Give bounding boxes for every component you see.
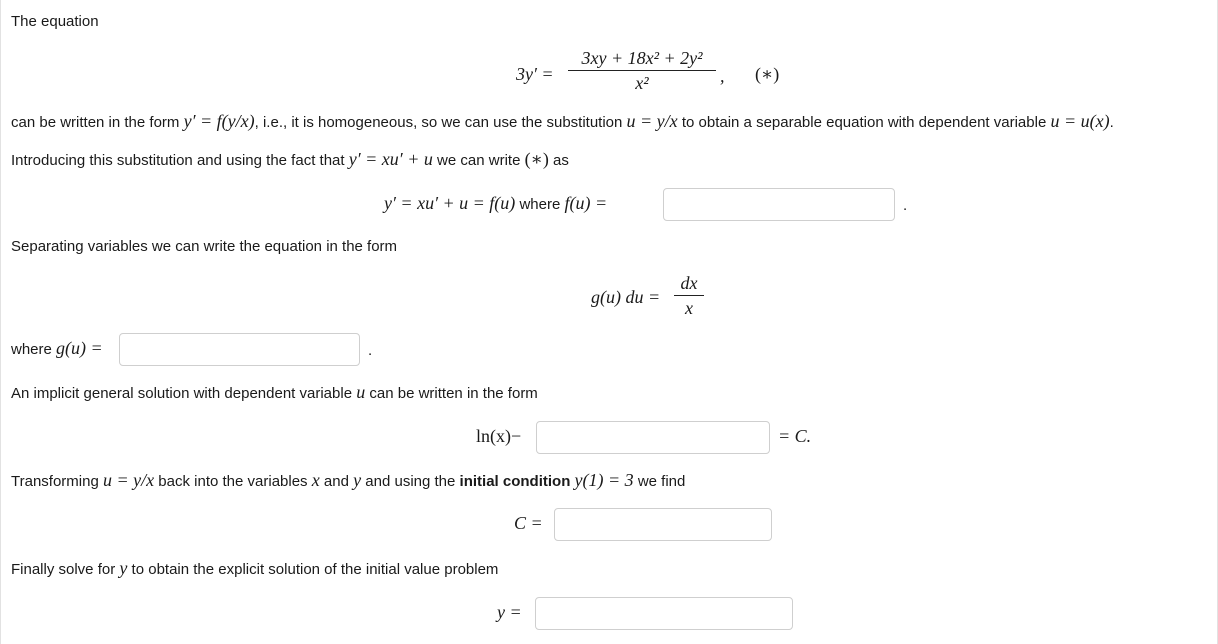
initial-condition-label: initial condition [459, 473, 571, 490]
eq6-lhs: y = [497, 602, 522, 622]
transform-math-4: y(1) = 3 [574, 470, 634, 490]
f-u-input[interactable] [663, 188, 895, 221]
eq3-fraction [674, 272, 704, 319]
transform-math-2: x [311, 470, 320, 490]
line2-text-1: can be written in the form [11, 114, 180, 131]
eq2 [384, 193, 607, 215]
where-g-math: g(u) = [56, 338, 103, 358]
line3-text-2: we can write [437, 152, 521, 169]
eq4-lhs: ln(x)− [476, 426, 522, 446]
where-g-period: . [368, 342, 373, 359]
where-g-text: where [11, 341, 52, 358]
final-text-1: Finally solve for [11, 561, 116, 578]
intro-text: The equation [11, 13, 99, 30]
fraction-bar [674, 295, 704, 296]
eq1-lhs: 3y′ = [516, 64, 554, 84]
implicit-text [11, 382, 538, 404]
line2-text-4: . [1109, 114, 1114, 131]
y-input[interactable] [535, 597, 793, 630]
eq3-lhs: g(u) du = [591, 287, 661, 307]
c-input[interactable] [554, 508, 772, 541]
line3 [11, 149, 569, 171]
transform-text [11, 470, 685, 492]
transform-text-4: and using the [365, 473, 456, 490]
transform-text-3: and [323, 473, 349, 490]
eq4-rhs: = C. [778, 426, 812, 446]
line2-math-2: u = y/x [626, 111, 678, 131]
eq2-period: . [903, 197, 908, 214]
transform-text-1: Transforming [11, 473, 99, 490]
eq2-where: where [519, 196, 561, 213]
line3-math-2: (∗) [524, 149, 549, 169]
line3-text-1: Introducing this substitution and using the fact that [11, 152, 345, 169]
transform-math-1: u = y/x [102, 470, 155, 490]
transform-text-2: back into the variables [158, 473, 308, 490]
g-u-input[interactable] [119, 333, 360, 366]
line3-text-3: as [553, 152, 569, 169]
eq2-math-2: f(u) = [564, 193, 608, 213]
implicit-solution-input[interactable] [536, 421, 770, 454]
eq1-numerator: 3xy + 18x² + 2y² [581, 48, 703, 68]
eq3-numerator: dx [680, 273, 698, 293]
line2-text-2: , i.e., it is homogeneous, so we can use the substitution [254, 114, 623, 131]
where-g [11, 338, 103, 360]
implicit-math: u [356, 382, 366, 402]
eq5-lhs: C = [514, 513, 543, 533]
transform-text-5: we find [637, 473, 686, 490]
eq2-math-1: y′ = xu′ + u = f(u) [384, 193, 516, 213]
line2-math-3: u = u(x) [1050, 111, 1110, 131]
implicit-text-1: An implicit general solution with dependent variable [11, 385, 353, 402]
eq1-tag: (∗) [755, 64, 780, 84]
transform-math-3: y [353, 470, 362, 490]
line2 [11, 111, 1114, 133]
eq1-comma: , [720, 66, 725, 86]
line2-math-1: y′ = f(y/x) [183, 111, 255, 131]
eq1-denominator: x² [635, 73, 649, 93]
line3-math-1: y′ = xu′ + u [348, 149, 433, 169]
final-text-2: to obtain the explicit solution of the initial value problem [131, 561, 499, 578]
eq3-denominator: x [685, 298, 693, 318]
implicit-text-2: can be written in the form [369, 385, 538, 402]
fraction-bar [568, 70, 716, 71]
final-text [11, 558, 498, 580]
separating-text: Separating variables we can write the equation in the form [11, 238, 398, 255]
line2-text-3: to obtain a separable equation with dependent variable [681, 114, 1047, 131]
eq1-fraction [568, 47, 716, 94]
final-math-1: y [119, 558, 128, 578]
